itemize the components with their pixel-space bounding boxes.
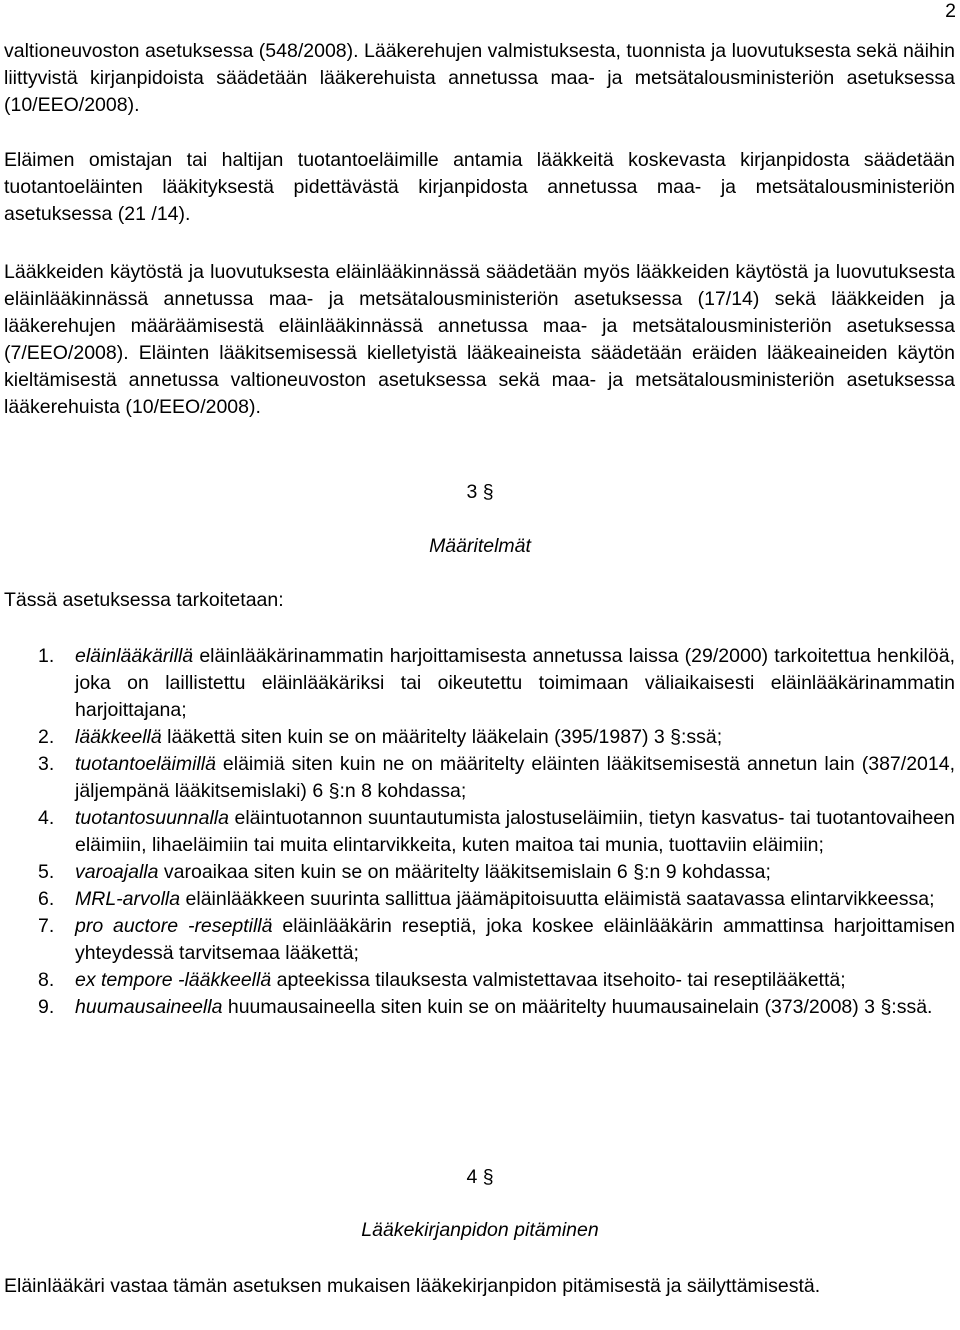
section-3-title: Määritelmät: [429, 535, 531, 557]
definition-item: [4, 994, 955, 1021]
definition-number: 8.: [38, 969, 55, 991]
definition-number: 3.: [38, 753, 55, 775]
definition-number: 1.: [38, 645, 55, 667]
definition-text: eläinlääkärin reseptiä, joka koskee eläinlääkärin ammattinsa harjoittamisen yhteydessä tarvitsemaa lääkettä;: [75, 915, 956, 964]
definition-text: eläinlääkärinammatin harjoittamisesta annetussa laissa (29/2000) tarkoitettua henkilöä, joka on laillistettu eläinlääkäriksi tai oikeutettu toimimaan väliaikaisesti eläinlääkärinammatin harjoittajana;: [75, 645, 955, 721]
section-3-intro: Tässä asetuksessa tarkoitetaan:: [4, 589, 284, 611]
definition-number: 5.: [38, 861, 55, 883]
definition-item: [4, 913, 955, 967]
definition-text: eläimiä siten kuin ne on määritelty eläinten lääkitsemisestä annetun lain (387/2014, jäljempänä lääkitsemislaki) 6 §:n 8 kohdassa;: [75, 753, 955, 802]
definition-item: [4, 724, 955, 751]
definition-number: 9.: [38, 996, 55, 1018]
definition-item: [4, 805, 955, 859]
definition-term: lääkkeellä: [75, 726, 162, 748]
paragraph-2: Eläimen omistajan tai haltijan tuotantoeläimille antamia lääkkeitä koskevasta kirjanpidosta säädetään tuotantoeläinten lääkityksestä pidettävästä kirjanpidosta annetussa maa- ja metsätalousministeriön asetuksessa (21 /14).: [4, 149, 955, 225]
definition-term: MRL-arvolla: [75, 888, 181, 910]
paragraph-1: valtioneuvoston asetuksessa (548/2008). Lääkerehujen valmistuksesta, tuonnista ja luovutuksesta sekä näihin liittyvistä kirjanpidoista säädetään lääkerehuista annetussa maa- ja metsätalousministeriön asetuksessa (10/EEO/2008).: [4, 40, 955, 116]
definition-term: ex tempore -lääkkeellä: [75, 969, 272, 991]
definition-term: tuotantoeläimillä: [75, 753, 216, 775]
definition-text: varoaikaa siten kuin se on määritelty lääkitsemislain 6 §:n 9 kohdassa;: [158, 861, 771, 883]
page-number: 2: [945, 0, 956, 22]
definition-item: [4, 967, 955, 994]
definition-item: [4, 751, 955, 805]
definition-term: varoajalla: [75, 861, 159, 883]
section-4-number: 4 §: [466, 1166, 494, 1188]
definition-item: [4, 859, 955, 886]
definition-number: 4.: [38, 807, 55, 829]
section-4-paragraph: Eläinlääkäri vastaa tämän asetuksen mukaisen lääkekirjanpidon pitämisestä ja säilyttämisestä.: [4, 1275, 821, 1297]
definitions-list: [4, 643, 955, 1021]
definition-term: pro auctore -reseptillä: [75, 915, 273, 937]
paragraph-3: Lääkkeiden käytöstä ja luovutuksesta eläinlääkinnässä säädetään myös lääkkeiden käytöstä ja luovutuksesta eläinlääkinnässä annetussa maa- ja metsätalousministeriön asetuksessa (17/14) sekä lääkkeiden ja lääkerehujen määräämisestä eläinlääkinnässä annetussa maa- ja metsätalousministeriön asetuksessa (7/EEO/2008). Eläinten lääkitsemisessä kielletyistä lääkeaineista säädetään eräiden lääkeaineiden käytön kieltämisestä annetussa valtioneuvoston asetuksessa sekä maa- ja metsätalousministeriön asetuksessa lääkerehuista (10/EEO/2008).: [4, 261, 955, 418]
definition-number: 7.: [38, 915, 55, 937]
definition-item: [4, 886, 955, 913]
definition-term: huumausaineella: [75, 996, 223, 1018]
definition-text: eläintuotannon suuntautumista jalostuseläimiin, tietyn kasvatus- tai tuotantovaiheen eläimiin, lihaeläimiin tai muita elintarvikkeita, kuten maitoa tai munia, tuottaviin eläimiin;: [75, 807, 955, 856]
definition-number: 6.: [38, 888, 55, 910]
definition-term: eläinlääkärillä: [75, 645, 194, 667]
definition-text: apteekissa tilauksesta valmistettavaa itsehoito- tai reseptilääkettä;: [271, 969, 846, 991]
section-3-number: 3 §: [466, 481, 494, 503]
definition-text: huumausaineella siten kuin se on määritelty huumausainelain (373/2008) 3 §:ssä.: [222, 996, 933, 1018]
section-4-title: Lääkekirjanpidon pitäminen: [361, 1219, 599, 1241]
definition-text: eläinlääkkeen suurinta sallittua jäämäpitoisuutta eläimistä saatavassa elintarvikkeessa;: [180, 888, 935, 910]
definition-text: lääkettä siten kuin se on määritelty lääkelain (395/1987) 3 §:ssä;: [161, 726, 723, 748]
definition-item: [4, 643, 955, 724]
definition-term: tuotantosuunnalla: [75, 807, 229, 829]
definition-number: 2.: [38, 726, 55, 748]
